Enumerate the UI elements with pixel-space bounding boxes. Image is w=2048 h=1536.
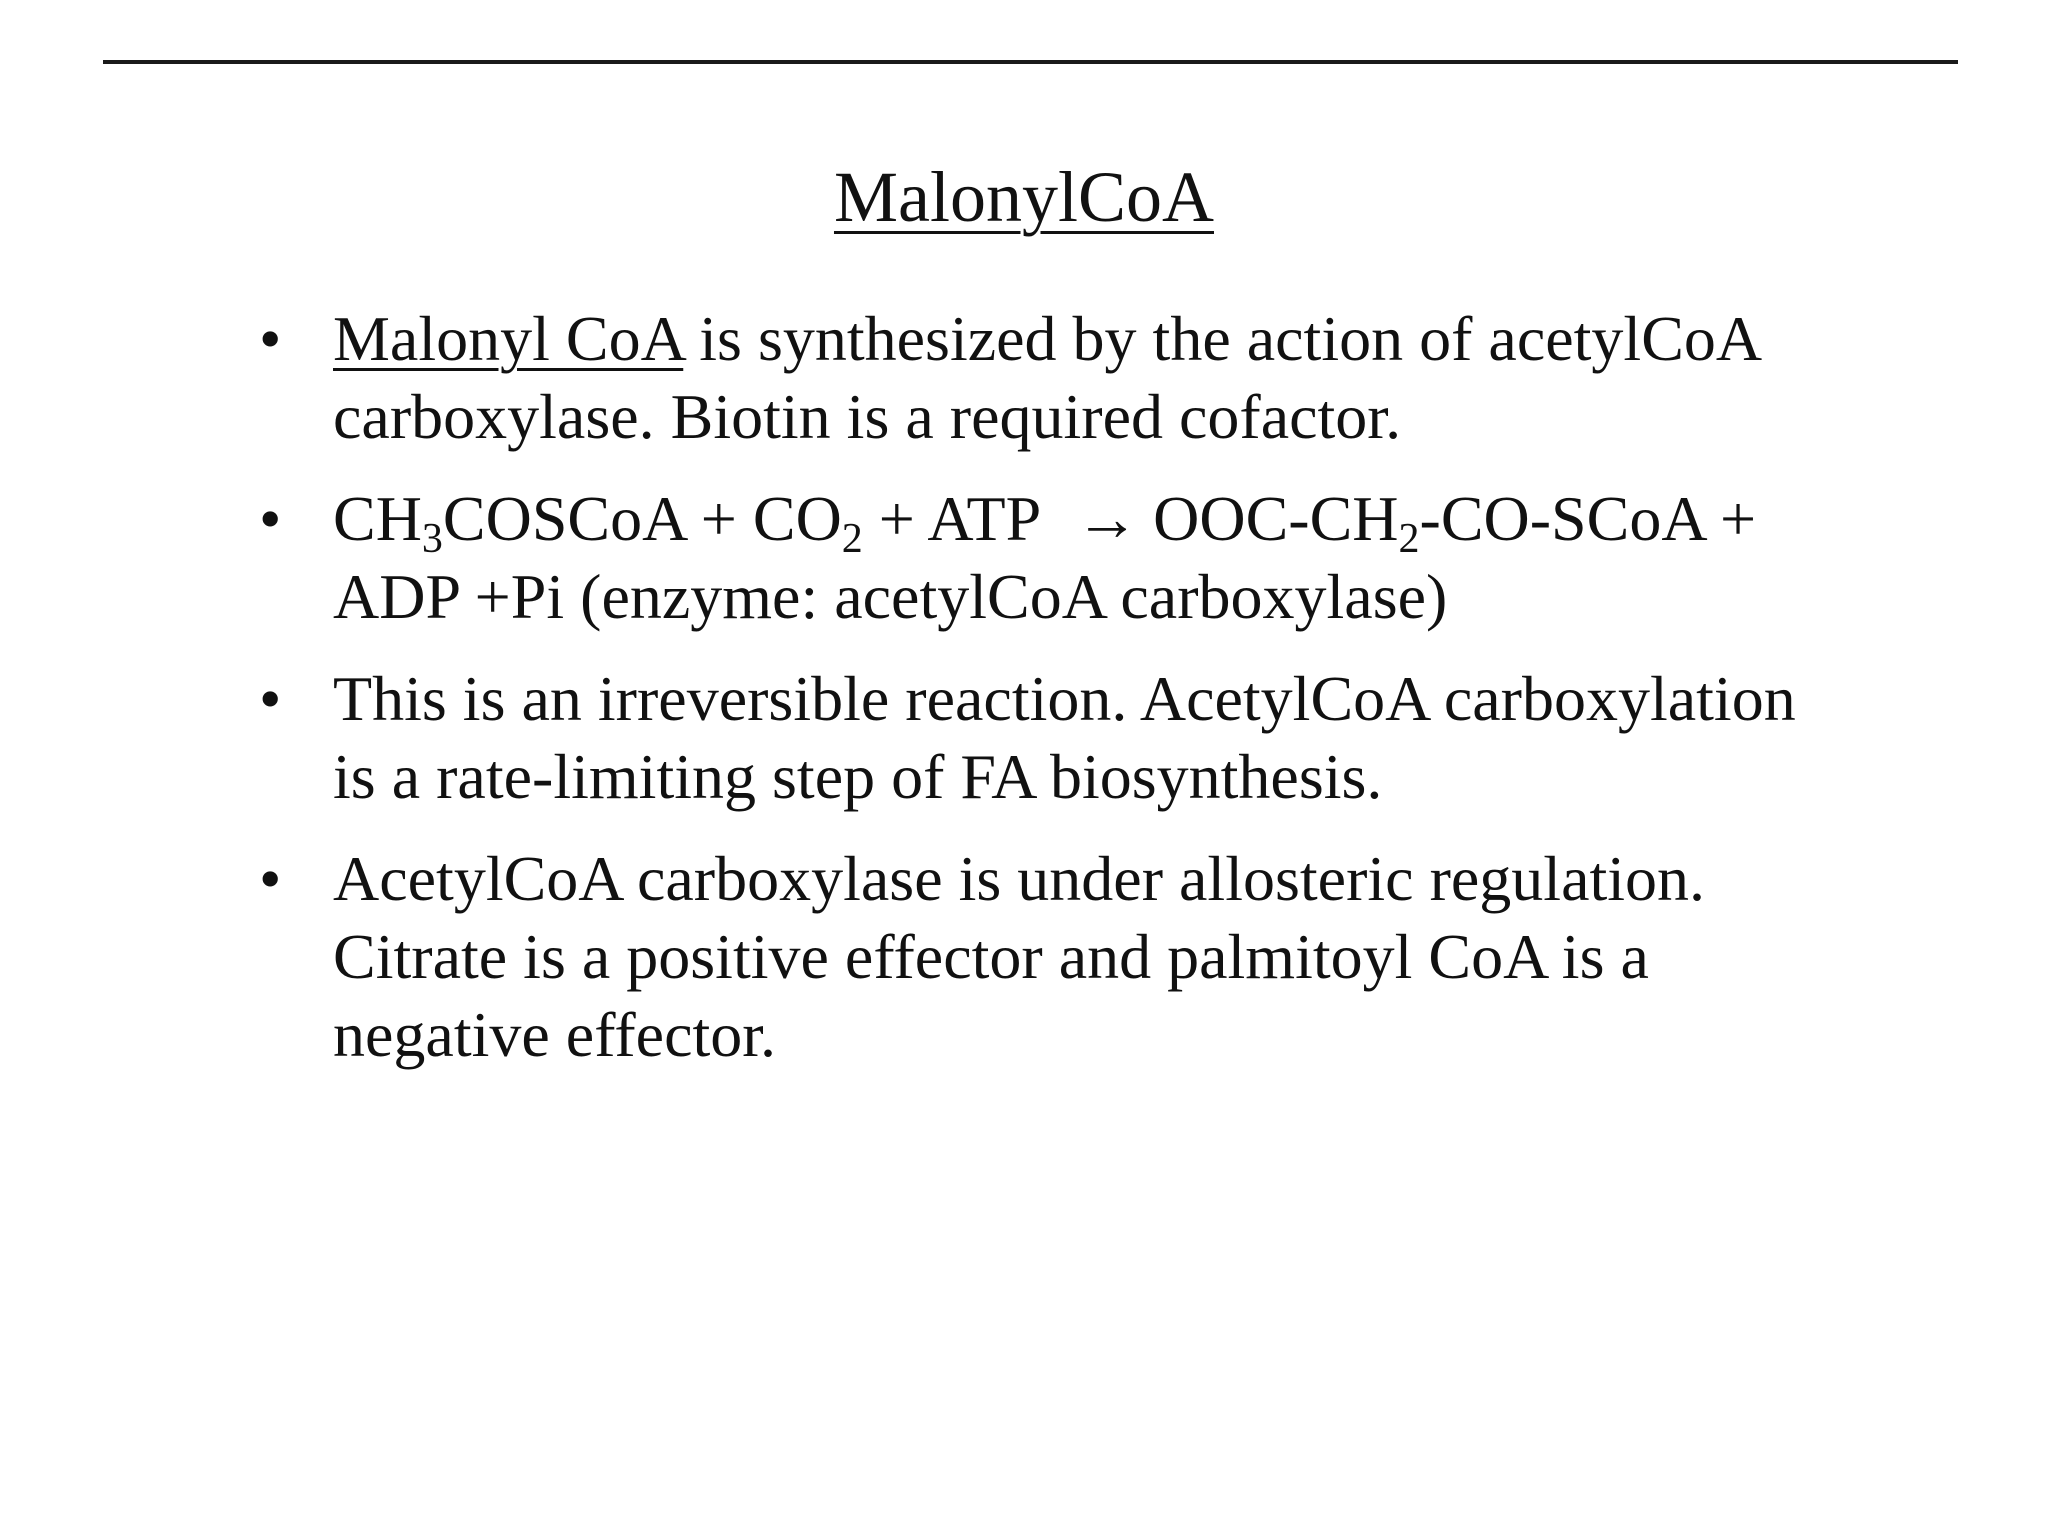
slide-title-text: MalonylCoA [833,157,1214,237]
bullet-text: This is an irreversible reaction. AcetylCoA carboxylation is a rate-limiting step of FA biosynthesis. [333,663,1796,812]
product-part: OOC-CH [1153,483,1399,554]
subscript: 2 [841,516,863,562]
underlined-term: Malonyl CoA [333,303,684,374]
slide-title [0,152,2048,242]
bullet-item [250,300,1800,456]
bullet-text [333,300,1800,456]
bullet-dot-icon: • [259,483,282,554]
bullet-dot-icon: • [259,663,282,734]
bullet-text-rest: is synthesized by the action of acetylCoA carboxylase. Biotin is a required cofactor. [333,303,1759,452]
bullet-text: AcetylCoA carboxylase is under allosteric regulation. Citrate is a positive effector and palmitoyl CoA is a negative effector. [333,843,1706,1070]
product-part: -CO-SCoA + ADP +Pi (enzyme: acetylCoA carboxylase) [333,483,1757,632]
subscript: 3 [421,516,443,562]
bullet-item [250,660,1800,816]
reactant-part: COSCoA + CO [442,483,842,554]
subscript: 2 [1398,516,1420,562]
bullet-list [250,300,1800,1098]
top-divider-line [103,60,1958,64]
bullet-item [250,480,1800,636]
reaction-equation [333,480,1800,636]
reactant-part: CH [333,483,422,554]
right-arrow-icon: → [1075,483,1140,554]
bullet-dot-icon: • [259,843,282,914]
bullet-item [250,840,1800,1074]
bullet-dot-icon: • [259,303,282,374]
reactant-part: + ATP [862,483,1042,554]
